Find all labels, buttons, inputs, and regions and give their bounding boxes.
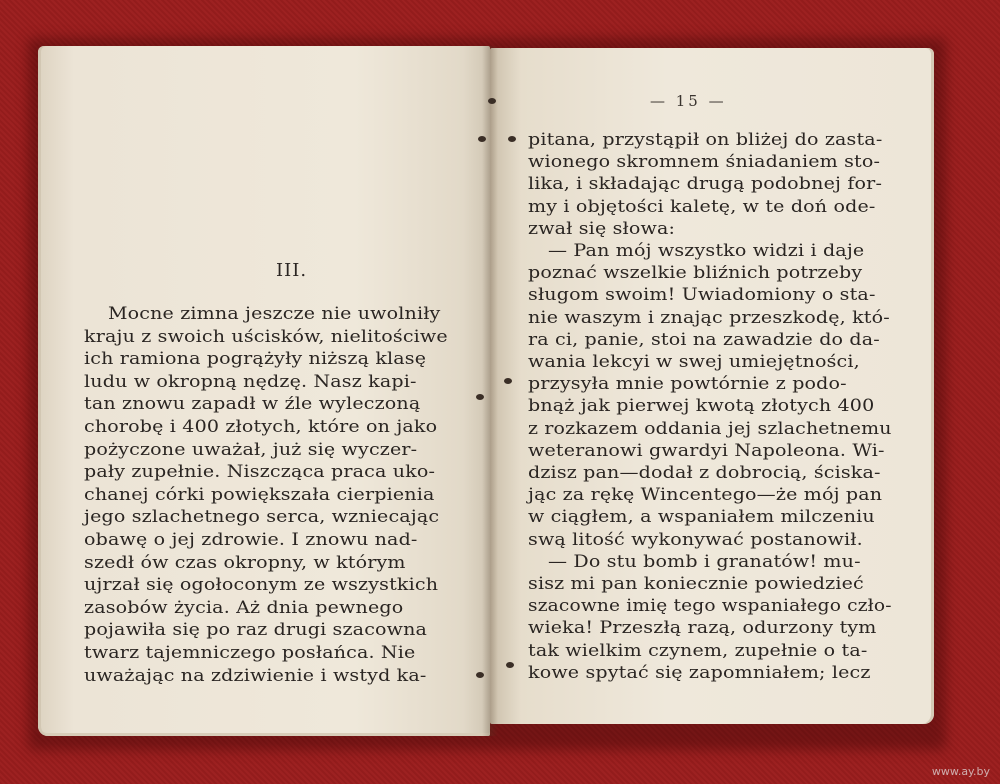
watermark: www.ay.by <box>931 765 990 778</box>
text-line: weteranowi gwardyi Napoleona. Wi- <box>528 440 885 461</box>
binding-hole-icon <box>508 136 516 142</box>
text-line: obawę o jej zdrowie. I znowu nad- <box>84 530 418 550</box>
text-line: sługom swoim! Uwiadomiony o sta- <box>528 285 876 306</box>
text-line: pożyczone uważał, już się wyczer- <box>84 439 418 460</box>
left-page <box>38 46 490 736</box>
binding-hole-icon <box>478 136 486 142</box>
text-line: swą litość wykonywać postanowił. <box>528 529 863 550</box>
book-spine <box>482 46 498 736</box>
text-line: uważając na zdziwienie i wstyd ka- <box>84 665 427 686</box>
text-line: jąc za rękę Wincentego—że mój pan <box>528 485 883 506</box>
text-line: tak wielkim czynem, zupełnie o ta- <box>528 640 868 661</box>
text-line: szacowne imię tego wspaniałego czło- <box>528 596 892 617</box>
text-line: z rozkazem oddania jej szlachetnemu <box>528 418 892 439</box>
text-line: tan znowu zapadł w źle wyleczoną <box>84 394 421 415</box>
binding-hole-icon <box>488 98 496 104</box>
text-line: — Do stu bomb i granatów! mu- <box>548 551 861 572</box>
text-line: wionego skromnem śniadaniem sto- <box>528 152 881 173</box>
text-line: wania lekcyi w swej umiejętności, <box>528 352 860 372</box>
binding-hole-icon <box>506 662 514 668</box>
text-line: kowe spytać się zapomniałem; lecz <box>528 662 871 683</box>
text-line: my i objętości kaletę, w te doń ode- <box>528 196 876 217</box>
text-line: dzisz pan—dodał z dobrocią, ściska- <box>528 463 881 483</box>
text-line: ich ramiona pogrążyły niższą klasę <box>84 349 427 370</box>
chapter-heading: III. <box>276 260 308 281</box>
text-line: przysyła mnie powtórnie z podo- <box>528 374 847 395</box>
text-line: nie waszym i znając przeszkodę, któ- <box>528 307 890 328</box>
text-line: ra ci, panie, stoi na zawadzie do da- <box>528 329 880 350</box>
text-line: lika, i składając drugą podobnej for- <box>528 174 883 195</box>
page-number: — 15 — <box>650 92 727 110</box>
text-line: zasobów życia. Aż dnia pewnego <box>84 597 404 618</box>
text-line: kraju z swoich uścisków, nielitościwe <box>84 326 448 347</box>
binding-hole-icon <box>504 378 512 384</box>
text-line: bnąż jak pierwej kwotą złotych 400 <box>528 396 875 417</box>
text-line: — Pan mój wszystko widzi i daje <box>548 241 865 261</box>
text-line: zwał się słowa: <box>528 218 676 239</box>
text-line: chanej córki powiększała cierpienia <box>84 484 435 505</box>
text-line: wieka! Przeszłą razą, odurzony tym <box>528 618 877 639</box>
text-line: szedł ów czas okropny, w którym <box>84 552 406 573</box>
binding-hole-icon <box>476 394 484 400</box>
text-line: poznać wszelkie bliźnich potrzeby <box>528 263 863 284</box>
text-line: jego szlachetnego serca, wzniecając <box>84 507 440 528</box>
text-line: sisz mi pan koniecznie powiedzieć <box>528 574 864 594</box>
text-line: pitana, przystąpił on bliżej do zasta- <box>528 130 883 150</box>
text-line: ujrzał się ogołoconym ze wszystkich <box>84 575 439 596</box>
text-line: chorobę i 400 złotych, które on jako <box>84 417 438 437</box>
text-line: Mocne zimna jeszcze nie uwolniły <box>108 304 441 324</box>
text-line: pojawiła się po raz drugi szacowna <box>84 620 428 641</box>
text-line: pały zupełnie. Niszcząca praca uko- <box>84 462 436 483</box>
text-line: w ciągłem, a wspaniałem milczeniu <box>528 507 875 528</box>
binding-hole-icon <box>476 672 484 678</box>
text-line: ludu w okropną nędzę. Nasz kapi- <box>84 371 417 392</box>
text-line: twarz tajemniczego posłańca. Nie <box>84 643 416 663</box>
right-page <box>490 48 934 724</box>
